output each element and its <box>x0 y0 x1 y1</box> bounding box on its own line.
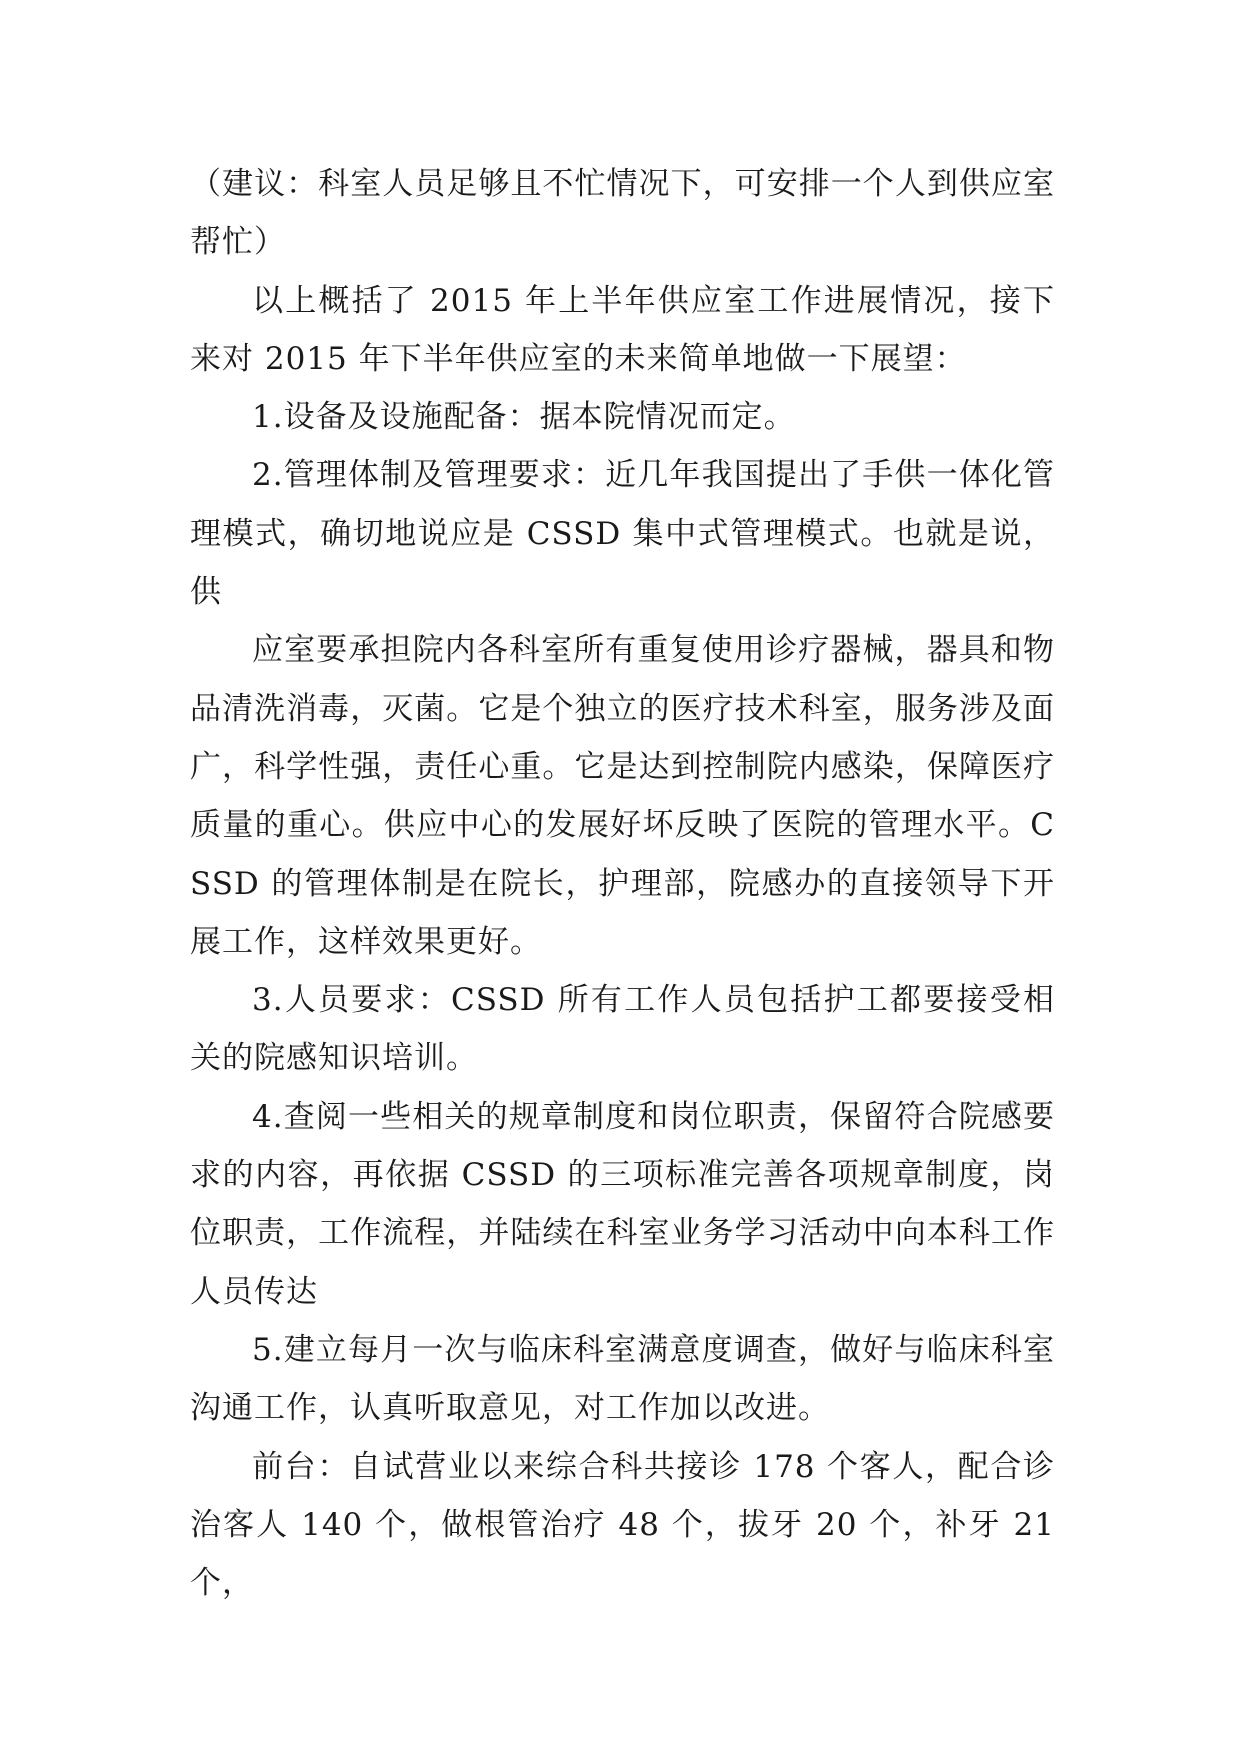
document-body <box>190 155 1055 1612</box>
paragraph-item-3: 3.人员要求：CSSD 所有工作人员包括护工都要接受相关的院感知识培训。 <box>190 982 1055 1077</box>
paragraph-item-5: 5.建立每月一次与临床科室满意度调查，做好与临床科室沟通工作，认真听取意见，对工作加以改进。 <box>190 1331 1055 1427</box>
paragraph-suggestion: （建议：科室人员足够且不忙情况下，可安排一个人到供应室帮忙） <box>190 166 1055 261</box>
paragraph-item-2: 2.管理体制及管理要求：近几年我国提出了手供一体化管理模式，确切地说应是 CSSD 集中式管理模式。也就是说，供 <box>190 457 1055 611</box>
paragraph-item-2-continued: 应室要承担院内各科室所有重复使用诊疗器械，器具和物品清洗消毒，灭菌。它是个独立的医疗技术科室，服务涉及面广，科学性强，责任心重。它是达到控制院内感染，保障医疗质量的重心。供应中心的发展好坏反映了医院的管理水平。CSSD 的管理体制是在院长，护理部，院感办的直接领导下开展工作，这样效果更好。 <box>190 632 1055 960</box>
paragraph-item-1: 1.设备及设施配备：据本院情况而定。 <box>252 399 796 436</box>
paragraph-front-desk: 前台：自试营业以来综合科共接诊 178 个客人，配合诊治客人 140 个，做根管治疗 48 个，拔牙 20 个，补牙 21 个， <box>190 1448 1055 1602</box>
paragraph-item-4: 4.查阅一些相关的规章制度和岗位职责，保留符合院感要求的内容，再依据 CSSD 的三项标准完善各项规章制度，岗位职责，工作流程，并陆续在科室业务学习活动中向本科工作人员传达 <box>190 1098 1055 1310</box>
paragraph-summary: 以上概括了 2015 年上半年供应室工作进展情况，接下来对 2015 年下半年供应室的未来简单地做一下展望： <box>190 282 1055 377</box>
